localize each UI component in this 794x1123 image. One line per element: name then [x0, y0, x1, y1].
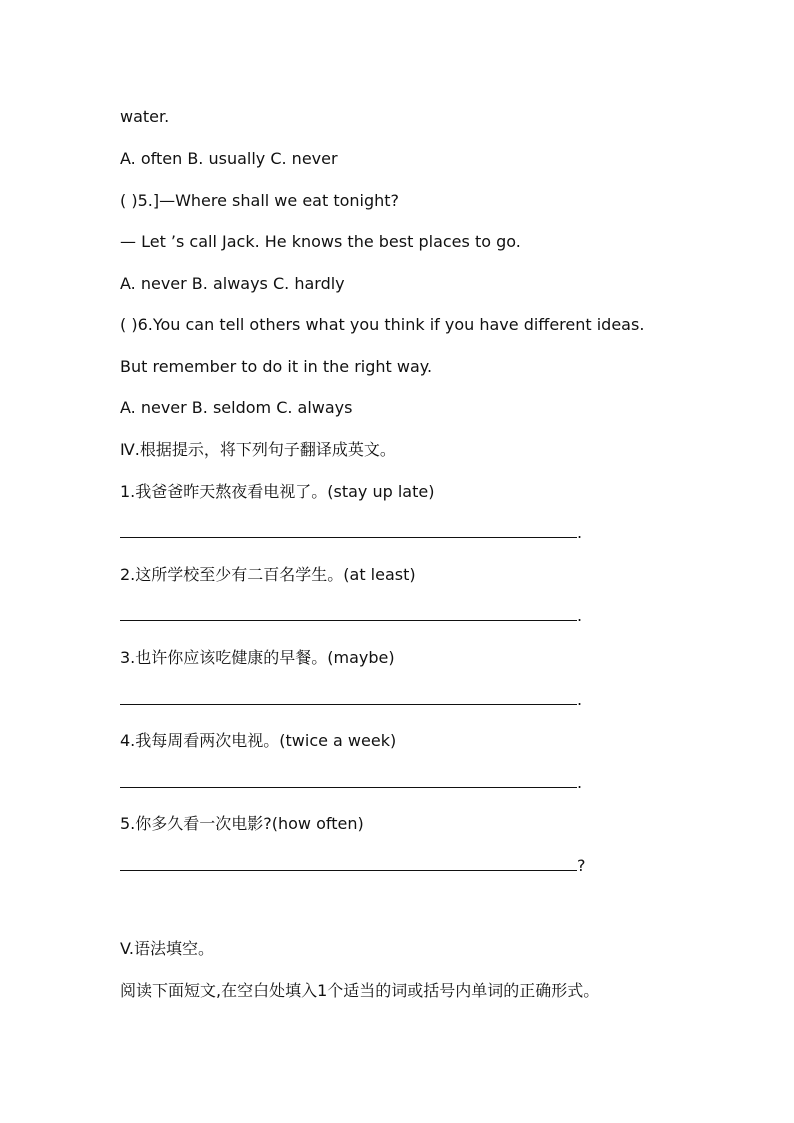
answer-blank[interactable]	[120, 773, 577, 788]
section-5-instruction: 阅读下面短文,在空白处填入1个适当的词或括号内单词的正确形式。	[120, 981, 600, 1000]
section-5-heading: V.语法填空。	[120, 939, 214, 958]
sentence-end: .	[577, 606, 583, 625]
sentence-end: ?	[577, 856, 586, 875]
answer-blank[interactable]	[120, 606, 577, 621]
answer-line-4[interactable]	[120, 773, 582, 793]
translation-q5: 5.你多久看一次电影?(how often)	[120, 814, 364, 833]
answer-blank[interactable]	[120, 856, 577, 871]
sentence-end: .	[577, 773, 583, 792]
answer-line-3[interactable]	[120, 690, 582, 710]
text-line: water.	[120, 107, 170, 126]
translation-q1: 1.我爸爸昨天熬夜看电视了。(stay up late)	[120, 482, 435, 501]
question-5-dialogue: — Let ’s call Jack. He knows the best places to go.	[120, 232, 521, 251]
answer-blank[interactable]	[120, 523, 577, 538]
translation-q3: 3.也许你应该吃健康的早餐。(maybe)	[120, 648, 395, 667]
options-q4: A. often B. usually C. never	[120, 149, 338, 168]
translation-q4: 4.我每周看两次电视。(twice a week)	[120, 731, 397, 750]
options-q6: A. never B. seldom C. always	[120, 398, 353, 417]
section-4-heading: Ⅳ.根据提示，将下列句子翻译成英文。	[120, 440, 396, 459]
question-6-continued: But remember to do it in the right way.	[120, 357, 433, 376]
sentence-end: .	[577, 690, 583, 709]
options-q5: A. never B. always C. hardly	[120, 274, 345, 293]
sentence-end: .	[577, 523, 583, 542]
question-5: ( )5.]—Where shall we eat tonight?	[120, 191, 400, 210]
translation-q2: 2.这所学校至少有二百名学生。(at least)	[120, 565, 416, 584]
answer-line-1[interactable]	[120, 523, 582, 543]
answer-line-5[interactable]	[120, 856, 586, 876]
answer-blank[interactable]	[120, 690, 577, 705]
question-6: ( )6.You can tell others what you think if you have different ideas.	[120, 315, 645, 334]
answer-line-2[interactable]	[120, 606, 582, 626]
